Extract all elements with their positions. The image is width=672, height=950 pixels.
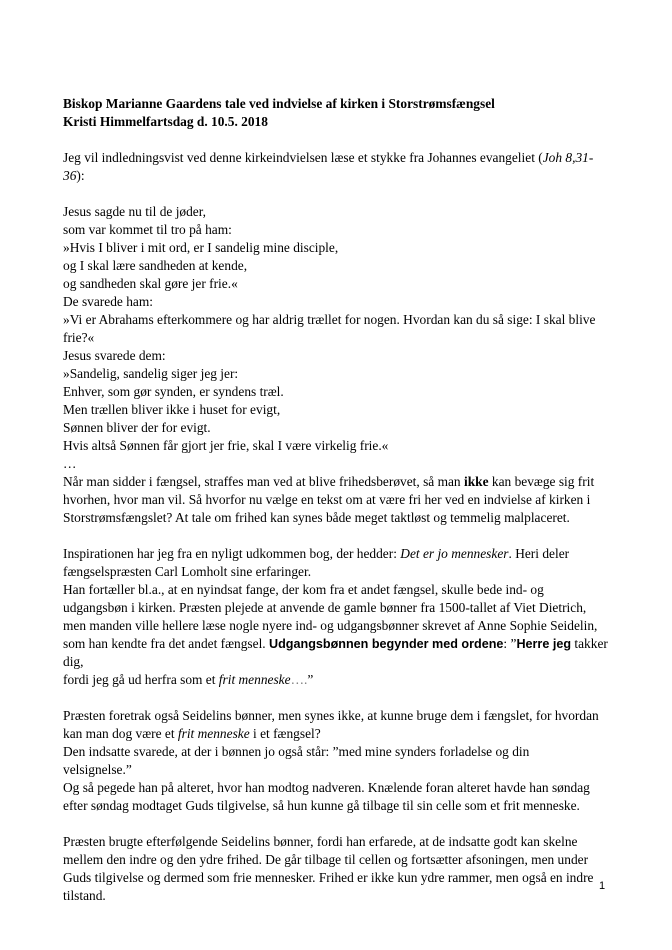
text-run: i et fængsel? [249, 726, 321, 741]
paragraph-line [63, 725, 615, 743]
scripture-line: frie?« [63, 330, 95, 345]
scripture-line: »Hvis I bliver i mit ord, er I sandelig mine disciple, [63, 240, 339, 255]
paragraph-line: hvorhen, hvor man vil. Så hvorfor nu vælge en tekst om at være fri her ved en indvielse af kirken i [63, 492, 591, 507]
scripture-line: Jesus sagde nu til de jøder, [63, 204, 207, 219]
text-run: Inspirationen har jeg fra en nyligt udkommen bog, der hedder: [63, 546, 401, 561]
scripture-line: Enhver, som gør synden, er syndens træl. [63, 384, 284, 399]
paragraph-3 [63, 707, 615, 815]
text-run: : ” [503, 636, 517, 651]
scripture-line: og I skal lære sandheden at kende, [63, 258, 248, 273]
paragraph-line: Han fortæller bl.a., at en nyindsat fange, der kom fra et andet fængsel, skulle bede ind- og [63, 582, 544, 597]
scripture-line: … [63, 456, 77, 471]
scripture-line: De svarede ham: [63, 294, 153, 309]
text-run: Når man sidder i fængsel, straffes man ved at blive frihedsberøvet, så man [63, 474, 464, 489]
scripture-line: Hvis altså Sønnen får gjort jer frie, skal I være virkelig frie.« [63, 438, 389, 453]
bold-run: Udgangsbønnen begynder med ordene [269, 637, 504, 651]
text-run: fordi jeg gå ud herfra som et [63, 672, 219, 687]
italic-run: frit menneske [218, 672, 291, 687]
intro-after: ): [76, 168, 85, 183]
paragraph-line [63, 545, 615, 563]
text-run: . Heri deler [508, 546, 570, 561]
scripture-line: og sandheden skal gøre jer frie.« [63, 276, 238, 291]
scripture-line: Men trællen bliver ikke i huset for evigt, [63, 402, 281, 417]
bold-run: Herre jeg [516, 637, 572, 651]
paragraph-line: Storstrømsfængslet? At tale om frihed kan synes både meget taktløst og temmelig malplaceret. [63, 510, 570, 525]
paragraph-line: efter søndag modtaget Guds tilgivelse, så hun kunne gå tilbage til sin celle som et frit menneske. [63, 798, 580, 813]
intro-text: Jeg vil indledningsvist ved denne kirkeindvielsen læse et stykke fra Johannes evangeliet ( [63, 150, 543, 165]
scripture-quote [63, 203, 615, 473]
paragraph-line [63, 473, 615, 491]
paragraph-line: tilstand. [63, 888, 106, 903]
page-number: 1 [599, 880, 606, 892]
paragraph-line: Præsten brugte efterfølgende Seidelins bønner, fordi han erfarede, at de indsatte godt kan skelne [63, 834, 578, 849]
scripture-line: »Sandelig, sandelig siger jeg jer: [63, 366, 239, 381]
document-title [63, 95, 615, 131]
paragraph-1 [63, 473, 615, 527]
intro-paragraph [63, 149, 615, 185]
paragraph-line: udgangsbøn i kirken. Præsten plejede at anvende de gamle bønner fra 1500-tallet af Viet Dietrich, [63, 600, 587, 615]
italic-run: frit menneske [177, 726, 250, 741]
paragraph-line [63, 671, 615, 689]
paragraph-line: velsignelse.” [63, 762, 132, 777]
paragraph-line: Og så pegede han på alteret, hvor han modtog nadveren. Knælende foran alteret havde han søndag [63, 780, 590, 795]
paragraph-line [63, 635, 615, 671]
paragraph-line: Guds tilgivelse og dermed som frie mennesker. Frihed er ikke kun ydre rammer, men også en indre [63, 870, 594, 885]
scripture-line: Sønnen bliver der for evigt. [63, 420, 211, 435]
intro-reference: Joh 8,31- [542, 150, 594, 165]
paragraph-line: fængselspræsten Carl Lomholt sine erfaringer. [63, 564, 312, 579]
text-run: kan man dog være et [63, 726, 178, 741]
scripture-line: som var kommet til tro på ham: [63, 222, 232, 237]
title-line-2: Kristi Himmelfartsdag d. 10.5. 2018 [63, 114, 268, 129]
text-run: takker dig, [63, 636, 608, 669]
text-run: kan bevæge sig frit [488, 474, 595, 489]
ellipsis-run: …. [290, 672, 308, 687]
paragraph-line: men manden ville hellere læse nogle nyere ind- og udgangsbønner skrevet af Anne Sophie Seidelin, [63, 618, 598, 633]
paragraph-line: mellem den indre og den ydre frihed. De går tilbage til cellen og fortsætter afsoningen, men under [63, 852, 589, 867]
document-body [63, 95, 615, 905]
intro-reference-cont: 36 [63, 168, 77, 183]
book-title: Det er jo mennesker [400, 546, 509, 561]
paragraph-4 [63, 833, 615, 905]
scripture-line: »Vi er Abrahams efterkommere og har aldrig trællet for nogen. Hvordan kan du så sige: I skal blive [63, 312, 596, 327]
text-run: ” [307, 672, 314, 687]
paragraph-2 [63, 545, 615, 689]
scripture-line: Jesus svarede dem: [63, 348, 166, 363]
paragraph-line: Den indsatte svarede, at der i bønnen jo også står: ”med mine synders forladelse og din [63, 744, 530, 759]
paragraph-line: Præsten foretrak også Seidelins bønner, men synes ikke, at kunne bruge dem i fængslet, for hvordan [63, 708, 599, 723]
title-line-1: Biskop Marianne Gaardens tale ved indvielse af kirken i Storstrømsfængsel [63, 96, 495, 111]
bold-run: ikke [463, 474, 489, 489]
text-run: som han kendte fra det andet fængsel. [63, 636, 270, 651]
